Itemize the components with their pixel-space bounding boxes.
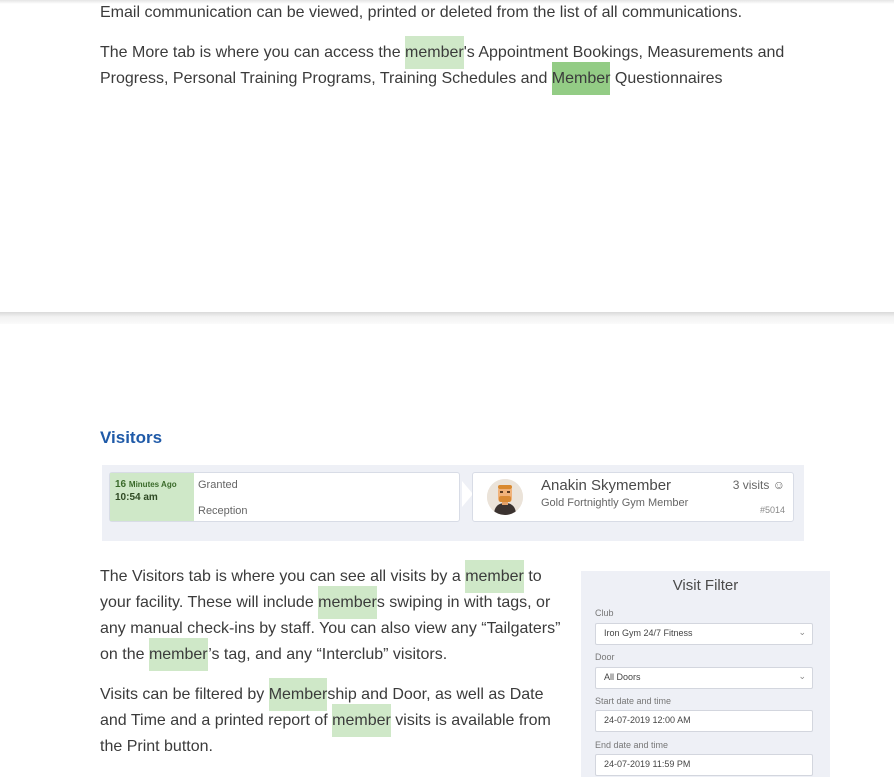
search-highlight: Member bbox=[269, 678, 328, 711]
member-card bbox=[472, 472, 794, 522]
entry-door: Reception bbox=[198, 505, 248, 517]
end-date-label: End date and time bbox=[595, 740, 669, 750]
search-highlight: member bbox=[465, 560, 524, 593]
smiley-icon: ☺ bbox=[772, 478, 785, 492]
visitors-paragraph: The Visitors tab is where you can see all visits by a member to your facility. These will include members swiping in with tags, or any manual check-ins by staff. You can also view any “Tailgaters” on the member’s tag, and any “Interclub” visitors. bbox=[100, 564, 575, 668]
visit-count: 3 visits ☺ bbox=[732, 478, 785, 492]
membership-plan: Gold Fortnightly Gym Member bbox=[541, 497, 689, 509]
more-tab-paragraph: The More tab is where you can access the member's Appointment Bookings, Measurements and Progress, Personal Training Programs, Training Schedules and Member Questionnaires bbox=[100, 40, 820, 92]
access-entry-card bbox=[109, 472, 460, 522]
avatar bbox=[487, 479, 523, 515]
email-communication-line: Email communication can be viewed, printed or deleted from the list of all communications. bbox=[100, 4, 743, 21]
end-date-field: 24-07-2019 11:59 PM bbox=[595, 754, 813, 776]
member-name: Anakin Skymember bbox=[541, 477, 672, 494]
person-avatar-icon bbox=[487, 479, 523, 515]
club-select: Iron Gym 24/7 Fitness ⌄ bbox=[595, 623, 813, 645]
document-page-1 bbox=[0, 0, 894, 314]
search-highlight: member bbox=[405, 36, 464, 69]
visitor-entry-screenshot bbox=[102, 465, 804, 541]
chevron-down-icon: ⌄ bbox=[798, 671, 806, 681]
search-highlight-current: Member bbox=[552, 62, 611, 95]
time-ago: 16 Minutes Ago bbox=[115, 479, 177, 490]
entry-time: 10:54 am bbox=[115, 492, 158, 503]
member-id: #5014 bbox=[759, 505, 785, 515]
search-highlight: member bbox=[318, 586, 377, 619]
filter-paragraph: Visits can be filtered by Membership and Door, as well as Date and Time and a printed report of member visits is available from the Print button. bbox=[100, 682, 568, 760]
visit-filter-screenshot bbox=[581, 571, 830, 777]
entry-time-cell bbox=[110, 473, 194, 521]
chevron-down-icon: ⌄ bbox=[798, 627, 806, 637]
visit-filter-title: Visit Filter bbox=[672, 577, 739, 594]
door-label: Door bbox=[595, 652, 615, 662]
page-separator bbox=[0, 312, 894, 324]
search-highlight: member bbox=[332, 704, 391, 737]
access-status: Granted bbox=[198, 479, 238, 491]
search-highlight: member bbox=[149, 638, 208, 671]
door-select: All Doors ⌄ bbox=[595, 667, 813, 689]
visitors-heading: Visitors bbox=[100, 428, 163, 447]
start-date-label: Start date and time bbox=[595, 696, 672, 706]
club-label: Club bbox=[595, 608, 614, 618]
start-date-field: 24-07-2019 12:00 AM bbox=[595, 710, 813, 732]
